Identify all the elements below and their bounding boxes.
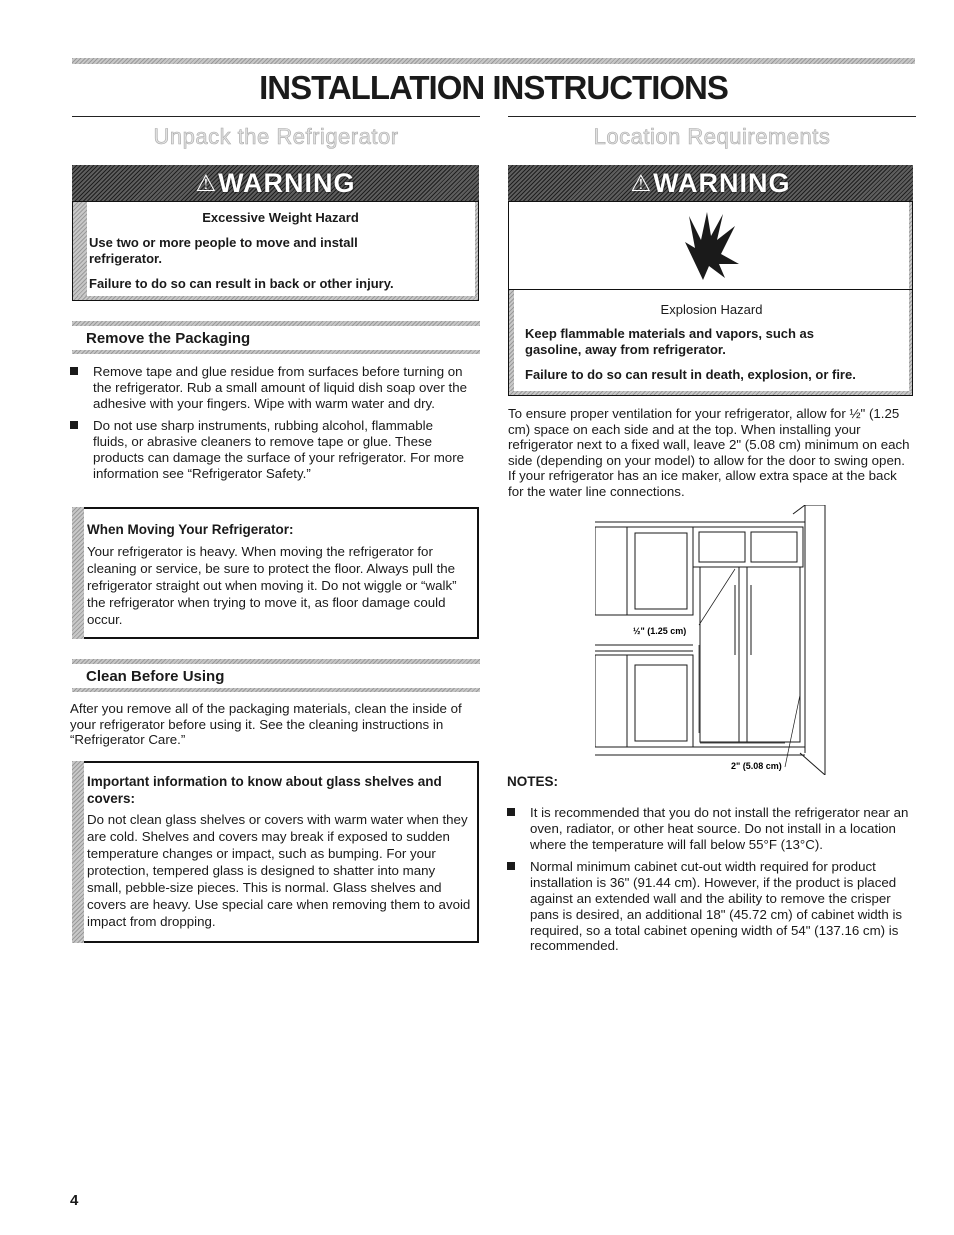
warning-triangle-icon: ⚠ — [195, 169, 217, 196]
list-item: It is recommended that you do not install the refrigerator near an oven, radiator, or other heat source. Do not install in a location where the temperature will fall below 55°F (13°C). — [507, 805, 912, 852]
subsection-rule-clean — [72, 659, 480, 664]
hazard-title-explosion: Explosion Hazard — [660, 302, 763, 317]
subsection-rule-packaging — [72, 321, 480, 326]
section-title-location: Location Requirements — [593, 124, 831, 149]
ventilation-paragraph: To ensure proper ventilation for your refrigerator, allow for ½" (1.25 cm) space on each side and at the top. When installing your refrigerator next to a fixed wall, leave 2" (5.08 cm) minimum on each side (depending on your model) to allow for the door to swing open. If your refrigerator has an ice maker, allow extra space at the back for the water line connections. — [508, 406, 910, 499]
info-box-glass — [72, 761, 479, 943]
dimension-label-side: ½" (1.25 cm) — [633, 626, 687, 636]
dimension-label-wall: 2" (5.08 cm) — [731, 761, 782, 771]
bullet-square-icon — [70, 367, 78, 375]
bullet-square-icon — [507, 808, 515, 816]
refrigerator-clearance-diagram — [595, 505, 835, 775]
warning-line-death: Failure to do so can result in death, explosion, or fire. — [525, 367, 856, 382]
warning-banner-weight — [72, 165, 479, 201]
warning-line-people: Use two or more people to move and install refrigerator. — [89, 235, 358, 266]
subsection-underline-clean — [72, 688, 480, 692]
warning-box-weight — [72, 201, 479, 301]
bullet-square-icon — [507, 862, 515, 870]
info-heading-glass: Important information to know about glass shelves and covers: — [87, 774, 442, 806]
info-body-moving: Your refrigerator is heavy. When moving the refrigerator for cleaning or service, be sure to protect the floor. Always pull the refrigerator straight out when moving it. Do not wiggle or “walk” the refrigerator when trying to move it, as floor damage could occur. — [87, 544, 457, 627]
subsection-underline-packaging — [72, 350, 480, 354]
page-title: INSTALLATION INSTRUCTIONS — [259, 69, 728, 106]
left-title-rule — [72, 116, 480, 117]
list-item: Do not use sharp instruments, rubbing alcohol, flammable fluids, or abrasive cleaners to remove tape or glue. These products can damage the surface of your refrigerator. For more information see “Refrigerator Safety.” — [70, 418, 470, 481]
warning-line-injury: Failure to do so can result in back or other injury. — [89, 276, 394, 291]
notes-bullet-list — [507, 805, 912, 961]
warning-label: WARNING — [653, 167, 791, 198]
warning-box-explosion — [508, 290, 913, 396]
heading-clean-before-using: Clean Before Using — [86, 668, 225, 685]
info-body-glass: Do not clean glass shelves or covers with warm water when they are cold. Shelves and covers may break if exposed to sudden temperature changes or impact, such as bumping. For your protection, tempered glass is designed to shatter into many small, pebble-size pieces. This is normal. Glass shelves and covers are heavy. Use special care when removing them to avoid impact from dropping. — [87, 812, 471, 929]
warning-triangle-icon: ⚠ — [630, 169, 652, 196]
hazard-title-weight: Excessive Weight Hazard — [202, 210, 359, 225]
right-title-rule — [508, 116, 916, 117]
heading-remove-packaging: Remove the Packaging — [86, 330, 251, 347]
bullet-square-icon — [70, 421, 78, 429]
warning-line-flammable: Keep flammable materials and vapors, such as gasoline, away from refrigerator. — [525, 326, 815, 357]
warning-banner-explosion — [508, 165, 913, 201]
warning-label: WARNING — [218, 167, 356, 198]
top-hatched-rule — [72, 58, 915, 64]
list-item: Normal minimum cabinet cut-out width required for product installation is 36" (91.44 cm). However, if the product is placed against an extended wall and the ability to remove the crisper pans is desired, an additional 18" (45.72 cm) of cabinet width is required, so a total cabinet opening width of 54" (137.16 cm) is recommended. — [507, 859, 912, 954]
section-title-unpack: Unpack the Refrigerator — [153, 124, 399, 149]
packaging-bullet-list — [70, 364, 470, 489]
info-heading-moving: When Moving Your Refrigerator: — [87, 522, 294, 537]
notes-heading: NOTES: — [507, 774, 559, 789]
explosion-pictogram-box — [508, 201, 913, 290]
list-item: Remove tape and glue residue from surfaces before turning on the refrigerator. Rub a small amount of liquid dish soap over the adhesive with your fingers. Wipe with warm water and dry. — [70, 364, 470, 411]
page-number: 4 — [70, 1192, 79, 1209]
info-box-moving — [72, 507, 479, 639]
explosion-icon — [679, 212, 743, 282]
clean-paragraph: After you remove all of the packaging materials, clean the inside of your refrigerator before using it. See the cleaning instructions in “Refrigerator Care.” — [70, 701, 462, 747]
